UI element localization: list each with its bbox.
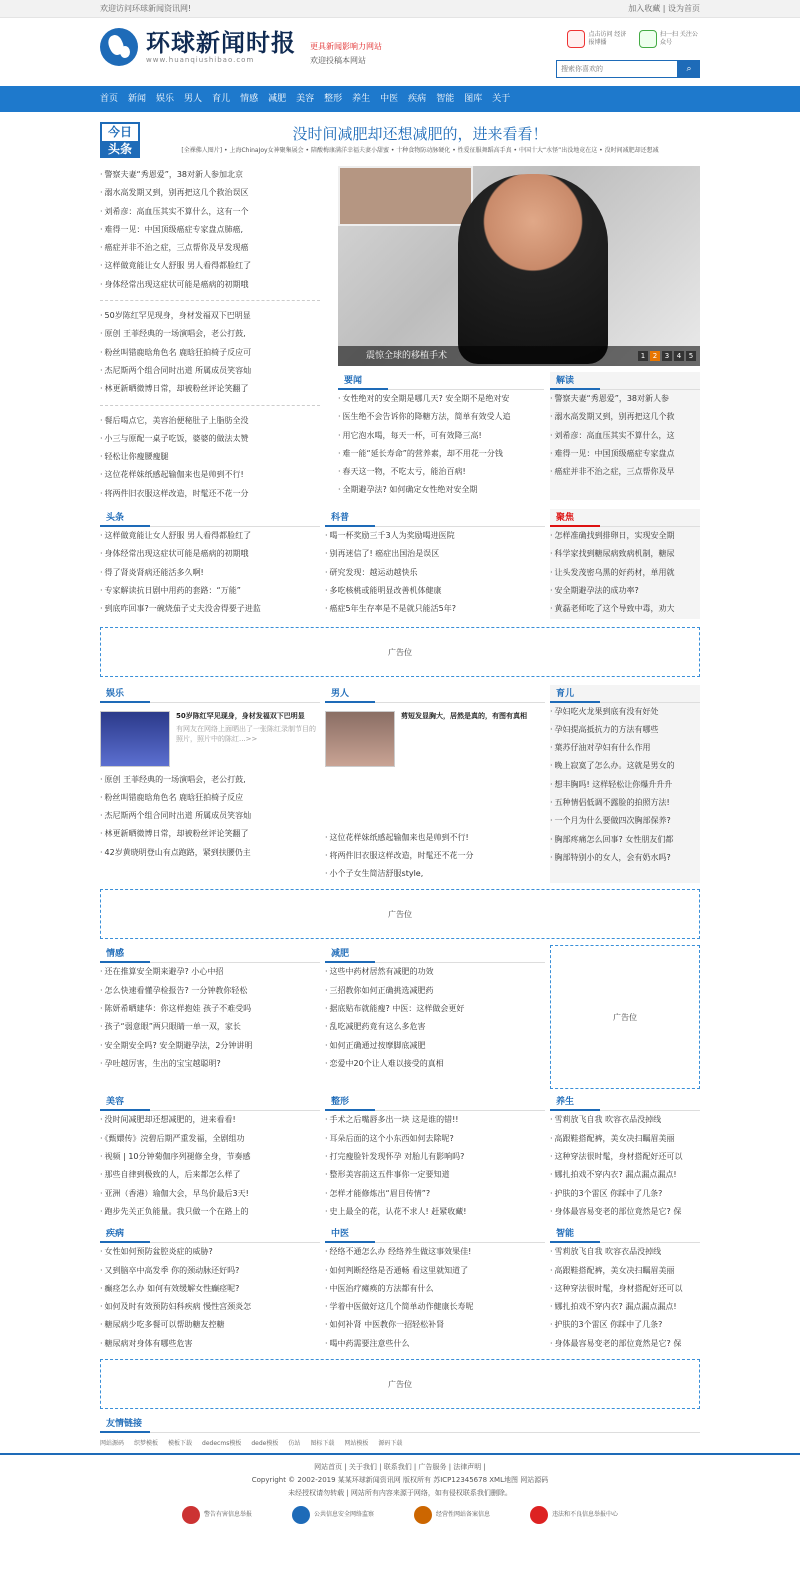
- nav-item[interactable]: 中医: [380, 94, 399, 104]
- list-item[interactable]: · 陈妍希晒建华：你这样抱娃 孩子不难受吗: [100, 1000, 320, 1018]
- section-title[interactable]: 科普: [325, 509, 545, 527]
- section-title[interactable]: 解读: [550, 372, 700, 390]
- list-item[interactable]: · 跑步先关正负能量。我只做一个在路上的: [100, 1203, 320, 1221]
- trust-badge[interactable]: [182, 1506, 252, 1524]
- list-item[interactable]: · 据底贴布就能瘦? 中医：这样做会更好: [325, 1000, 545, 1018]
- badge-icon: [530, 1506, 548, 1524]
- list-item[interactable]: · 孕吐越厉害，生出的宝宝越聪明?: [100, 1055, 320, 1073]
- trust-badge[interactable]: [292, 1506, 374, 1524]
- section-title[interactable]: 中医: [325, 1225, 545, 1243]
- friend-links: [100, 1438, 700, 1447]
- list-item[interactable]: · 身体最容易变老的部位竟然是它? 保: [550, 1203, 700, 1221]
- list-item[interactable]: · 没时间减肥却还想减肥的，进来看看!: [100, 1111, 320, 1129]
- list-item[interactable]: · 史上最全的花，认花不求人! 赶紧收藏!: [325, 1203, 545, 1221]
- slogan-sub: 欢迎投稿本网站: [310, 56, 366, 65]
- list-item[interactable]: · 打完瘦脸针发现怀孕 对胎儿有影响吗?: [325, 1148, 545, 1166]
- badge-label: 警告有害信息举报: [203, 1510, 252, 1518]
- wechat-link[interactable]: [639, 30, 700, 48]
- list-item[interactable]: · 经络不通怎么办 经络养生做这事效果佳!: [325, 1243, 545, 1261]
- list-item[interactable]: · 刘希彦：高血压其实不算什么，这有一个: [100, 203, 320, 221]
- list-item[interactable]: · 这位花样妹纸感起输伽来也是帅到不行!: [100, 466, 320, 484]
- news-list: [325, 829, 545, 884]
- list-item[interactable]: · 警察夫妻“秀恩爱”，38对新人参加北京: [100, 166, 320, 184]
- badge-label: 违法和不良信息举报中心: [552, 1510, 619, 1518]
- ad-slot[interactable]: 广告位: [550, 945, 700, 1089]
- list-item[interactable]: · 难得一见：中国顶级癌症专家盘点肺癌,: [100, 221, 320, 239]
- section-title[interactable]: 要闻: [338, 372, 544, 390]
- news-list: [325, 1243, 545, 1353]
- list-item[interactable]: · 专家解读抗日剧中用药的套路：“万能”: [100, 582, 320, 600]
- list-item[interactable]: · 雪莉放飞自我 吹容衣品没掉线: [550, 1111, 700, 1129]
- nav-item[interactable]: 美容: [296, 94, 315, 104]
- ad-slot[interactable]: 广告位: [100, 1359, 700, 1409]
- badge-icon: [292, 1506, 310, 1524]
- list-item[interactable]: · 难一能“延长寿命”的营养素，却不用花一分钱: [338, 445, 544, 463]
- list-item[interactable]: · 身体经常出现这症状可能是癌病的初期哦: [100, 276, 320, 294]
- list-item[interactable]: · 50岁陈红罕见现身，身材发福双下巴明显: [100, 307, 320, 325]
- news-list: [550, 390, 700, 481]
- trust-badge[interactable]: [530, 1506, 618, 1524]
- list-item[interactable]: · 得了肾炎肾病还能活多久啊!: [100, 564, 320, 582]
- weibo-icon: [567, 30, 585, 48]
- search-box: [556, 60, 700, 78]
- slogan-main: 更具新闻影响力网站: [310, 42, 382, 51]
- weibo-label: 点击访问 经济报博播: [588, 31, 627, 46]
- list-item[interactable]: · 小三与原配一桌子吃饭，婆婆的做法太赞: [100, 430, 320, 448]
- hero-slider[interactable]: [338, 166, 700, 366]
- nav-item[interactable]: 智能: [436, 94, 455, 104]
- list-item[interactable]: · 如何补肾 中医教你一招轻松补肾: [325, 1316, 545, 1334]
- list-item[interactable]: · 视频 | 10分钟菊伽序列褪修全身，节奏感: [100, 1148, 320, 1166]
- list-item[interactable]: · 将两件旧衣服这样改造，时髦还不花一分: [100, 485, 320, 503]
- list-item[interactable]: · 护肤的3个雷区 你踩中了几条?: [550, 1316, 700, 1334]
- section-title[interactable]: 男人: [325, 685, 545, 703]
- friend-link[interactable]: dede模板: [251, 1439, 279, 1447]
- list-item[interactable]: · 怎样准确找到排卵日，实现安全期: [550, 527, 700, 545]
- section-title[interactable]: 养生: [550, 1093, 700, 1111]
- list-item[interactable]: · 林更新晒微博日常，却被粉丝评论笑翻了: [100, 380, 320, 398]
- list-item[interactable]: · 全期避孕法? 如何确定女性绝对安全期: [338, 481, 544, 499]
- section-title[interactable]: 美容: [100, 1093, 320, 1111]
- list-item[interactable]: · 整形美容前这五件事你一定要知道: [325, 1166, 545, 1184]
- news-list: [100, 527, 320, 618]
- news-list: [325, 963, 545, 1073]
- list-item[interactable]: · 如何及时有效预防妇科疾病 慢性宫颈炎怎: [100, 1298, 320, 1316]
- slider-pager: [636, 351, 696, 361]
- friend-link[interactable]: 源码下载: [378, 1439, 403, 1447]
- list-item[interactable]: · 难得一见：中国顶级癌症专家盘点: [550, 445, 700, 463]
- slider-page[interactable]: 2: [650, 351, 660, 361]
- list-item[interactable]: · 葉苏仔油对孕妇有什么作用: [550, 739, 700, 757]
- list-item[interactable]: · 研究发现：越运动越快乐: [325, 564, 545, 582]
- list-item[interactable]: · 安全期避孕法的成功率?: [550, 582, 700, 600]
- nav-item[interactable]: 情感: [240, 94, 259, 104]
- list-item[interactable]: · 原创 王菲经典的一场演唱会，老公打鼓,: [100, 771, 320, 789]
- news-list: [550, 1111, 700, 1221]
- list-item[interactable]: · 这些中药材居然有减肥的功效: [325, 963, 545, 981]
- news-list: [100, 412, 320, 503]
- section-title[interactable]: 头条: [100, 509, 320, 527]
- badge-label: 公共信息安全网络监察: [313, 1510, 374, 1518]
- logo-title: 环球新闻时报: [146, 28, 296, 57]
- list-item[interactable]: · 怎么快速看懂孕检报告? 一分钟教你轻松: [100, 982, 320, 1000]
- nav-item[interactable]: 图库: [464, 94, 483, 104]
- list-item[interactable]: · 胸部疼痛怎么回事? 女性朋友们都: [550, 831, 700, 849]
- list-item[interactable]: · 溺水高发期又到，别再把这几个救治误区: [100, 184, 320, 202]
- news-list: [550, 703, 700, 868]
- section-title[interactable]: 减肥: [325, 945, 545, 963]
- list-item[interactable]: · 到底咋回事?一碗烧茄子丈夫没舍得要子进监: [100, 600, 320, 618]
- list-item[interactable]: · 孩子“弱意眼”两只眼睛一单一双，家长: [100, 1018, 320, 1036]
- badge-icon: [182, 1506, 200, 1524]
- logo-url: www.huanqiushibao.com: [146, 56, 255, 64]
- ad-slot[interactable]: 广告位: [100, 889, 700, 939]
- list-item[interactable]: · 孕妇吃火龙果到底有没有好处: [550, 703, 700, 721]
- copyright: Copyright © 2002-2019 某某环球新闻资讯网 版权所有 苏ICP12345678 XML地图 网站源码: [251, 1475, 549, 1484]
- list-item[interactable]: · 如何判断经络是否通畅 看这里就知道了: [325, 1262, 545, 1280]
- list-item[interactable]: · 学着中医做好这几个简单动作健康长寿呢: [325, 1298, 545, 1316]
- list-item[interactable]: · 林更新晒微博日常，却被粉丝评论笑翻了: [100, 825, 320, 843]
- today-badge: 今日 头条: [100, 122, 140, 158]
- nav-item[interactable]: 娱乐: [156, 94, 175, 104]
- thumb-item[interactable]: 50岁陈红罕见现身，身材发福双下巴明显 有网友在网络上面晒出了一张陈红录制节目的照片，照片中的陈红...>>: [100, 711, 320, 767]
- section-title[interactable]: 聚焦: [550, 509, 700, 527]
- news-list: [100, 771, 320, 862]
- list-item[interactable]: · 糖尿病对身体有哪些危害: [100, 1335, 320, 1353]
- wechat-icon: [639, 30, 657, 48]
- list-item[interactable]: · 42岁黄晓明登山有点跑路，紧到扶腰仍主: [100, 844, 320, 862]
- friend-link[interactable]: 模板下载: [168, 1439, 193, 1447]
- news-list: [550, 1243, 700, 1353]
- topbar: [0, 0, 800, 18]
- list-item[interactable]: · 粉丝叫错鹿晗角色名 鹿晗狂拍椅子反应可: [100, 344, 320, 362]
- list-item[interactable]: · 《甄嬛传》浣碧后期严重发福，全剧组功: [100, 1130, 320, 1148]
- section-title[interactable]: 整形: [325, 1093, 545, 1111]
- nav-item[interactable]: 减肥: [268, 94, 287, 104]
- top-headline[interactable]: 没时间减肥却还想减肥的，进来看看！: [292, 125, 548, 143]
- news-list: [325, 527, 545, 618]
- thumb-image: [100, 711, 170, 767]
- list-item[interactable]: · 晚上寂寞了怎么办。这就是男女的: [550, 757, 700, 775]
- list-item[interactable]: · 想丰胸吗! 这样轻松让你爆升升升: [550, 776, 700, 794]
- list-item[interactable]: · 癌症并非不治之症，三点帮你及早: [550, 463, 700, 481]
- section-title[interactable]: 疾病: [100, 1225, 320, 1243]
- news-list: [338, 390, 544, 500]
- list-item[interactable]: · 怎样才能修炼出“眉目传情”?: [325, 1185, 545, 1203]
- list-item[interactable]: · 将两件旧衣服这样改造，时髦还不花一分: [325, 847, 545, 865]
- welcome-text: 欢迎访问环球新闻资讯网!: [100, 4, 192, 13]
- list-item[interactable]: · 黄磊老师吃了这个导致中毒，劝大: [550, 600, 700, 618]
- nav-item[interactable]: 男人: [184, 94, 203, 104]
- nav-item[interactable]: 新闻: [128, 94, 147, 104]
- list-item[interactable]: · 原创 王菲经典的一场演唱会，老公打鼓,: [100, 325, 320, 343]
- friend-link[interactable]: dedecms模板: [202, 1439, 242, 1447]
- today-headline-bar: [100, 118, 700, 162]
- list-item[interactable]: · 小个子女生简洁舒服style,: [325, 865, 545, 883]
- list-item[interactable]: · 刘希彦：高血压其实不算什么，这: [550, 427, 700, 445]
- friend-link[interactable]: 图标下载: [310, 1439, 335, 1447]
- globe-icon: [100, 28, 138, 66]
- hero-photo: [458, 174, 608, 364]
- list-item[interactable]: · 亚洲（香港）瑜伽大会，早鸟价最后3天!: [100, 1185, 320, 1203]
- news-list: [100, 307, 320, 398]
- list-item[interactable]: · 让头发茂密乌黑的好药材，单用就: [550, 564, 700, 582]
- friend-links-title: 友情链接: [100, 1415, 700, 1433]
- list-item[interactable]: · 科学家找到糖尿病致病机制，糖尿: [550, 545, 700, 563]
- weibo-link[interactable]: [567, 30, 628, 48]
- headline-sublinks[interactable]: [全裸佛人图片] • 上海ChinaJoy女神聚集展会 • 陪酸梅康满洋幸福夫妻小甜蜜 • 十种食物防动脉硬化 • 性爱征服舞蹈高手真 • 中国十大“水怪”出没地竟在这 • 没时间减肥却还想减: [181, 147, 659, 154]
- list-item[interactable]: · 一个月为什么要做四次胸部保养?: [550, 812, 700, 830]
- list-item[interactable]: · 春天这一物，不吃太亏，能治百病!: [338, 463, 544, 481]
- section-title[interactable]: 育儿: [550, 685, 700, 703]
- list-item[interactable]: · 手术之后嘴唇多出一块 这是谁的错!!: [325, 1111, 545, 1129]
- list-item[interactable]: · 粉丝叫错鹿晗角色名 鹿晗狂拍椅子反应: [100, 789, 320, 807]
- news-list: [100, 1243, 320, 1353]
- list-item[interactable]: · 高跟鞋搭配裤，美女决扫瞩眉美丽: [550, 1262, 700, 1280]
- slider-page[interactable]: 5: [686, 351, 696, 361]
- list-item[interactable]: · 这样做竟能让女人舒服 男人看得都脸红了: [100, 527, 320, 545]
- list-item[interactable]: · 五种情侣低调不露脸的拍照方法!: [550, 794, 700, 812]
- section-title[interactable]: 情感: [100, 945, 320, 963]
- list-item[interactable]: · 高跟鞋搭配裤，美女决扫瞩眉美丽: [550, 1130, 700, 1148]
- footer: [0, 1453, 800, 1524]
- list-item[interactable]: · 身体经常出现这症状可能是癌病的初期哦: [100, 545, 320, 563]
- list-item[interactable]: · 护肤的3个雷区 你踩中了几条?: [550, 1185, 700, 1203]
- slider-page[interactable]: 1: [638, 351, 648, 361]
- nav-item[interactable]: 首页: [100, 94, 119, 104]
- wechat-label: 扫一扫 关注公众号: [660, 31, 698, 46]
- list-item[interactable]: · 癌症并非不治之症，三点帮你及早发现癌: [100, 239, 320, 257]
- search-input[interactable]: [556, 60, 678, 78]
- nav-item[interactable]: 育儿: [212, 94, 231, 104]
- list-item[interactable]: · 娜扎拍戏不穿内衣? 漏点漏点漏点!: [550, 1298, 700, 1316]
- ad-slot[interactable]: 广告位: [100, 627, 700, 677]
- list-item[interactable]: · 喝中药需要注意些什么: [325, 1335, 545, 1353]
- search-icon: ⌕: [686, 64, 692, 74]
- list-item[interactable]: · 还在推算安全期来避孕? 小心中招: [100, 963, 320, 981]
- list-item[interactable]: · 溺水高发期又到，别再把这几个救: [550, 408, 700, 426]
- list-item[interactable]: · 用它泡水喝，每天一杯，可有效降三高!: [338, 427, 544, 445]
- list-item[interactable]: · 那些自律到极致的人，后来都怎么样了: [100, 1166, 320, 1184]
- list-item[interactable]: · 杰尼斯两个组合同时出道 所属成员笑容灿: [100, 807, 320, 825]
- list-item[interactable]: · 警察夫妻“秀恩爱”，38对新人参: [550, 390, 700, 408]
- inset-photo: [338, 166, 473, 226]
- list-item[interactable]: · 医生绝不会告诉你的降糖方法，简单有效受人追: [338, 408, 544, 426]
- list-item[interactable]: · 糖尿病少吃多餐可以帮助糖友控糖: [100, 1316, 320, 1334]
- list-item[interactable]: · 身体最容易变老的部位竟然是它? 保: [550, 1335, 700, 1353]
- search-button[interactable]: [678, 60, 700, 78]
- list-item[interactable]: · 安全期安全吗? 安全期避孕法，2分钟讲明: [100, 1037, 320, 1055]
- news-list: [100, 166, 320, 294]
- header: [100, 18, 700, 86]
- slider-page[interactable]: 4: [674, 351, 684, 361]
- slider-page[interactable]: 3: [662, 351, 672, 361]
- main-nav: [0, 86, 800, 112]
- list-item[interactable]: · 这位花样妹纸感起输伽来也是帅到不行!: [325, 829, 545, 847]
- news-list: [100, 963, 320, 1073]
- social-links: [559, 30, 700, 48]
- trust-badge[interactable]: [414, 1506, 490, 1524]
- thumb-image: [325, 711, 395, 767]
- list-item[interactable]: · 这样做竟能让女人舒服 男人看得都脸红了: [100, 257, 320, 275]
- list-item[interactable]: · 癌症5年生存率是不是就只能活5年?: [325, 600, 545, 618]
- nav-item[interactable]: 疾病: [408, 94, 427, 104]
- site-logo[interactable]: [100, 28, 296, 66]
- list-item[interactable]: · 孕妇提高抵抗力的方法有哪些: [550, 721, 700, 739]
- list-item[interactable]: · 雪莉放飞自我 吹容衣品没掉线: [550, 1243, 700, 1261]
- trust-badges: [0, 1506, 800, 1524]
- list-item[interactable]: · 这种穿法很时髦，身材搭配好还可以: [550, 1148, 700, 1166]
- friend-link[interactable]: 网站模板: [344, 1439, 369, 1447]
- list-item[interactable]: · 轻松让你瘦腰瘦腿: [100, 448, 320, 466]
- list-item[interactable]: · 这种穿法很时髦，身材搭配好还可以: [550, 1280, 700, 1298]
- list-item[interactable]: · 中医治疗瘫痪的方法都有什么: [325, 1280, 545, 1298]
- friend-link[interactable]: 仿站: [288, 1439, 301, 1447]
- list-item[interactable]: · 餐后喝点它，美容治便秘肚子上脂肪全没: [100, 412, 320, 430]
- bookmark-links[interactable]: 加入收藏 | 设为首页: [628, 4, 700, 13]
- list-item[interactable]: · 杰尼斯两个组合同时出道 所属成员笑容灿: [100, 362, 320, 380]
- section-title[interactable]: 娱乐: [100, 685, 320, 703]
- list-item[interactable]: · 三招教你如何正确挑选减肥药: [325, 982, 545, 1000]
- friend-link[interactable]: 织梦模板: [134, 1439, 159, 1447]
- badge-label: 经营性网站备案信息: [436, 1510, 491, 1518]
- list-item[interactable]: · 女性如何预防盆腔炎症的威胁?: [100, 1243, 320, 1261]
- list-item[interactable]: · 女性绝对的安全期是哪几天? 安全期不是绝对安: [338, 390, 544, 408]
- list-item[interactable]: · 癫痉怎么办 如何有效缓解女性癫痉呢?: [100, 1280, 320, 1298]
- section-title[interactable]: 智能: [550, 1225, 700, 1243]
- list-item[interactable]: · 喝一杯奖励三千3人为奖励喝进医院: [325, 527, 545, 545]
- list-item[interactable]: · 乱吃减肥药竟有这么多危害: [325, 1018, 545, 1036]
- hero-caption[interactable]: 震惊全球的移植手术: [338, 346, 700, 366]
- slogan: [310, 40, 382, 68]
- footer-links[interactable]: 网站首页 | 关于我们 | 联系我们 | 广告服务 | 法律声明 |: [314, 1462, 486, 1471]
- thumb-item[interactable]: 剪短发显胸大，居然是真的，有图有真相: [325, 711, 545, 767]
- nav-item[interactable]: 养生: [352, 94, 371, 104]
- list-item[interactable]: · 多吃核桃或能明显改善机体健康: [325, 582, 545, 600]
- list-item[interactable]: · 别再迷信了! 癌症出国治是误区: [325, 545, 545, 563]
- nav-item[interactable]: 关于: [492, 94, 511, 104]
- friend-link[interactable]: 网站源码: [100, 1439, 125, 1447]
- news-list: [100, 1111, 320, 1221]
- badge-icon: [414, 1506, 432, 1524]
- list-item[interactable]: · 又到脑卒中高发季 你的颈动脉还好吗?: [100, 1262, 320, 1280]
- list-item[interactable]: · 如何正确通过按摩脚底减肥: [325, 1037, 545, 1055]
- list-item[interactable]: · 胸部特别小的女人，会有奶水吗?: [550, 849, 700, 867]
- nav-item[interactable]: 整形: [324, 94, 343, 104]
- list-item[interactable]: · 耳朵后面的这个小东西如何去除呢?: [325, 1130, 545, 1148]
- footer-note: 未经授权请勿转载 | 网站所有内容来源于网络，如有侵权联系我们删除。: [288, 1488, 512, 1497]
- news-list: [550, 527, 700, 618]
- list-item[interactable]: · 恋爱中20个让人难以接受的真相: [325, 1055, 545, 1073]
- news-list: [325, 1111, 545, 1221]
- list-item[interactable]: · 娜扎拍戏不穿内衣? 漏点漏点漏点!: [550, 1166, 700, 1184]
